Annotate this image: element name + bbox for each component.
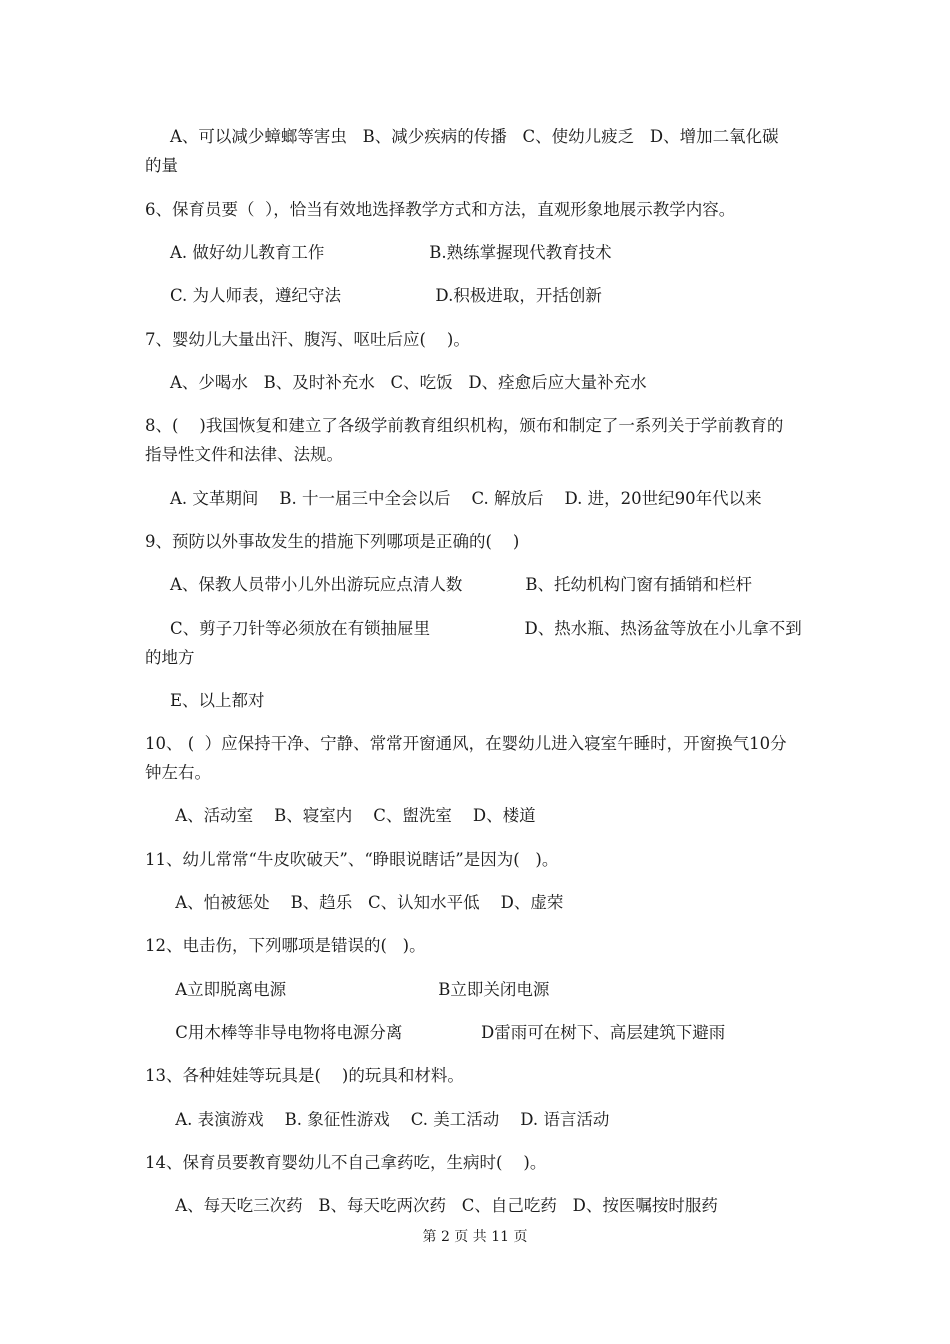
- page-footer: 第 2 页 共 11 页: [422, 1229, 528, 1245]
- option-line: A、少喝水 B、及时补充水 C、吃饭 D、痊愈后应大量补充水: [170, 373, 647, 392]
- option-line: E、以上都对: [170, 691, 265, 710]
- option-line: A立即脱离电源 B立即关闭电源: [170, 980, 550, 999]
- question-line: 钟左右。: [145, 763, 211, 782]
- option-line: A、活动室 B、寝室内 C、盥洗室 D、楼道: [170, 806, 536, 825]
- question-line: 指导性文件和法律、法规。: [145, 445, 343, 464]
- question-line: 的量: [145, 156, 178, 175]
- question-line: 8、( )我国恢复和建立了各级学前教育组织机构，颁布和制定了一系列关于学前教育的: [145, 416, 784, 435]
- question-line: 12、电击伤，下列哪项是错误的( )。: [145, 936, 426, 955]
- question-line: 10、 ( ）应保持干净、宁静、常常开窗通风，在婴幼儿进入寝室午睡时，开窗换气10分: [145, 734, 787, 753]
- option-line: C. 为人师表，遵纪守法 D.积极进取，开括创新: [170, 286, 602, 305]
- question-line: 6、保育员要（ ），恰当有效地选择教学方式和方法，直观形象地展示教学内容。: [145, 200, 736, 219]
- option-line: A、可以减少蟑螂等害虫 B、减少疾病的传播 C、使幼儿疲乏 D、增加二氧化碳: [170, 127, 779, 146]
- question-line: 14、保育员要教育婴幼儿不自己拿药吃，生病时( )。: [145, 1153, 547, 1172]
- option-line: A. 文革期间 B. 十一届三中全会以后 C. 解放后 D. 进，20世纪90年代以来: [170, 489, 762, 508]
- option-line: C用木棒等非导电物将电源分离 D雷雨可在树下、高层建筑下避雨: [170, 1023, 726, 1042]
- question-line: 11、幼儿常常“牛皮吹破天”、“睁眼说瞎话”是因为( )。: [145, 850, 559, 869]
- question-line: 的地方: [145, 648, 195, 667]
- option-line: C、剪子刀针等必须放在有锁抽屉里 D、热水瓶、热汤盆等放在小儿拿不到: [170, 619, 802, 638]
- question-line: 13、各种娃娃等玩具是( )的玩具和材料。: [145, 1066, 464, 1085]
- question-line: 7、婴幼儿大量出汗、腹泻、呕吐后应( )。: [145, 330, 470, 349]
- option-line: A、保教人员带小儿外出游玩应点清人数 B、托幼机构门窗有插销和栏杆: [170, 575, 752, 594]
- question-line: 9、预防以外事故发生的措施下列哪项是正确的( ): [145, 532, 520, 551]
- option-line: A、每天吃三次药 B、每天吃两次药 C、自己吃药 D、按医嘱按时服药: [170, 1196, 718, 1215]
- option-line: A、怕被惩处 B、趋乐 C、认知水平低 D、虚荣: [170, 893, 564, 912]
- option-line: A. 表演游戏 B. 象征性游戏 C. 美工活动 D. 语言活动: [170, 1110, 610, 1129]
- option-line: A. 做好幼儿教育工作 B.熟练掌握现代教育技术: [170, 243, 612, 262]
